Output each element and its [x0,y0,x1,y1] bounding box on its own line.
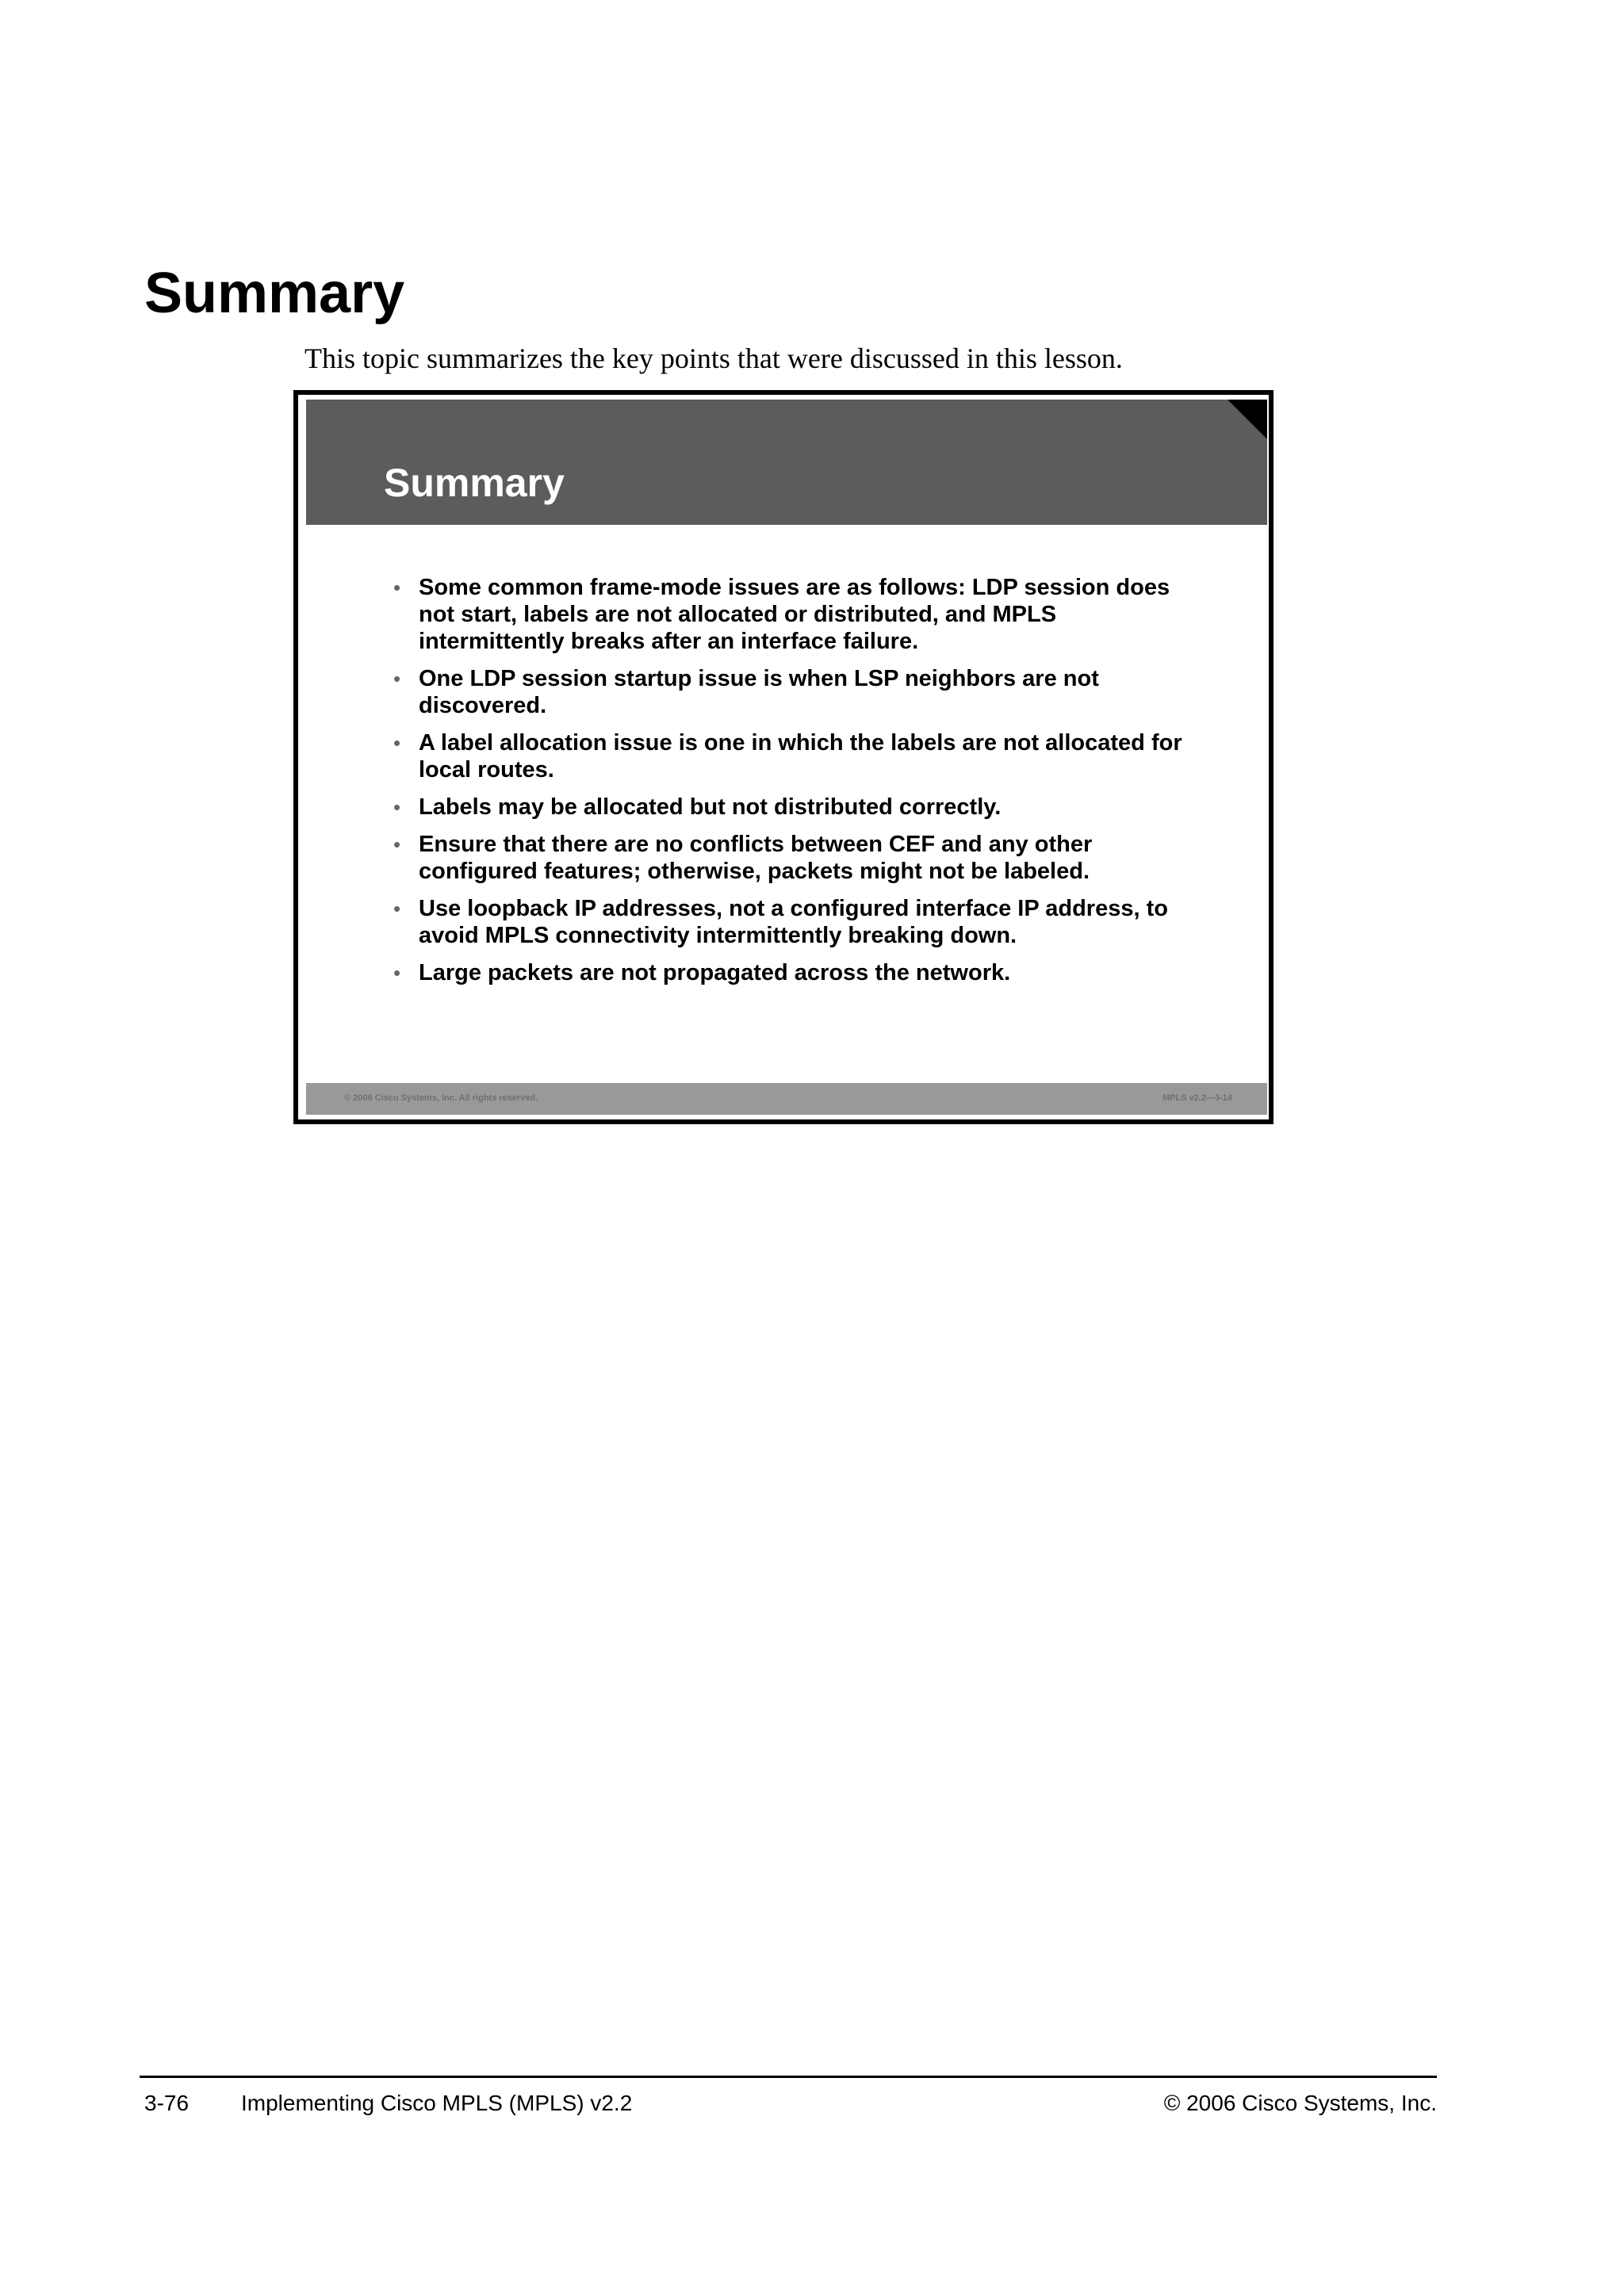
bullet-text: Ensure that there are no conflicts between CEF and any other configured features; otherwise, packets might not be labeled. [419,832,1093,884]
bullet-text: Large packets are not propagated across the network. [419,960,1011,985]
slide-number: MPLS v2.2—3-14 [1162,1093,1232,1103]
bullet-icon: • [393,832,401,856]
course-title: Implementing Cisco MPLS (MPLS) v2.2 [241,2091,633,2115]
bullet-item [393,574,1186,655]
bullet-icon: • [393,795,401,819]
slide-footer-bar [306,1083,1267,1115]
bullet-icon: • [393,576,401,599]
bullet-item [393,665,1186,719]
bullet-item [393,831,1186,885]
bullet-text: Some common frame-mode issues are as follows: LDP session does not start, labels are not allocated or distributed, and MPLS intermittently breaks after an interface failure. [419,575,1170,654]
intro-text: This topic summarizes the key points that were discussed in this lesson. [304,342,1123,374]
bullet-icon: • [393,731,401,755]
page-heading: Summary [144,262,405,325]
bullet-text: Use loopback IP addresses, not a configured interface IP address, to avoid MPLS connectivity intermittently breaking down. [419,896,1168,948]
bullet-text: One LDP session startup issue is when LSP neighbors are not discovered. [419,666,1099,718]
footer-divider [140,2076,1437,2078]
slide-corner-mark [1228,400,1267,439]
bullet-item [393,794,1186,821]
slide-title: Summary [384,461,565,505]
slide-bullet-list [393,574,1186,997]
page-number: 3-76 [144,2091,190,2115]
page-copyright: © 2006 Cisco Systems, Inc. [1163,2091,1437,2115]
bullet-text: A label allocation issue is one in which the labels are not allocated for local routes. [419,730,1182,783]
slide-image [293,390,1274,1124]
bullet-icon: • [393,961,401,985]
bullet-item [393,959,1186,986]
bullet-item [393,729,1186,783]
bullet-text: Labels may be allocated but not distributed correctly. [419,794,1002,820]
bullet-icon: • [393,667,401,691]
slide-copyright: © 2006 Cisco Systems, Inc. All rights reserved. [344,1093,538,1103]
bullet-item [393,895,1186,949]
bullet-icon: • [393,897,401,920]
slide-header-bar [306,400,1267,525]
